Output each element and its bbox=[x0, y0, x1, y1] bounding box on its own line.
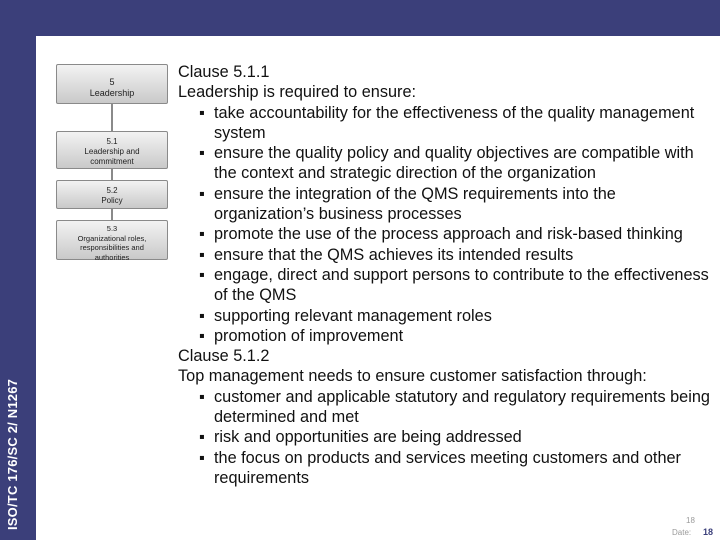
box-label: responsibilities and bbox=[80, 243, 144, 252]
bullet-item: ▪ ensure the integration of the QMS requirements into the organization’s business processes bbox=[178, 184, 714, 225]
bullet-item: ▪ ensure that the QMS achieves its intended results bbox=[178, 245, 714, 265]
footer-page-number: 18 bbox=[703, 527, 714, 537]
box-label: Leadership and bbox=[84, 147, 140, 156]
bullet-item: ▪ the focus on products and services meeting customers and other requirements bbox=[178, 448, 714, 489]
bullet-item: ▪ risk and opportunities are being addressed bbox=[178, 427, 714, 447]
bullet-item: ▪ take accountability for the effectiveness of the quality management system bbox=[178, 103, 714, 144]
bullet-item: ▪ supporting relevant management roles bbox=[178, 306, 714, 326]
bullet-item: ▪ ensure the quality policy and quality objectives are compatible with the context and strategic direction of the organization bbox=[178, 143, 714, 184]
left-sidebar-bar bbox=[0, 0, 36, 540]
bullet-item: ▪ promote the use of the process approach and risk-based thinking bbox=[178, 224, 714, 244]
clause-intro: Leadership is required to ensure: bbox=[178, 83, 417, 102]
bullet-item: ▪ engage, direct and support persons to contribute to the effectiveness of the QMS bbox=[178, 265, 714, 306]
box-number: 5.1 bbox=[106, 137, 118, 146]
clause-heading: Clause 5.1.1 bbox=[178, 63, 270, 81]
box-label: Leadership bbox=[89, 88, 135, 98]
box-label: Policy bbox=[101, 196, 123, 205]
bullet-item: ▪ promotion of improvement bbox=[178, 326, 714, 346]
box-leadership-commitment bbox=[56, 131, 168, 169]
box-number: 5 bbox=[109, 77, 115, 87]
box-number: 5.3 bbox=[106, 224, 118, 233]
box-organizational-roles bbox=[56, 220, 168, 260]
document-reference: ISO/TC 176/SC 2/ N1267 bbox=[5, 378, 20, 530]
connector-line bbox=[111, 169, 113, 180]
footer-slide-number: 18 bbox=[686, 516, 695, 525]
connector-line bbox=[111, 104, 113, 131]
bullet-list bbox=[178, 387, 714, 488]
box-policy bbox=[56, 180, 168, 209]
box-label: Organizational roles, bbox=[77, 233, 147, 243]
box-number: 5.2 bbox=[106, 186, 118, 195]
clause-heading: Clause 5.1.2 bbox=[178, 347, 270, 366]
box-label: commitment bbox=[90, 157, 134, 166]
top-header-bar bbox=[0, 0, 720, 36]
connector-line bbox=[111, 209, 113, 220]
box-leadership bbox=[56, 64, 168, 104]
clause-structure-diagram bbox=[56, 60, 168, 270]
footer-date-label: Date: bbox=[672, 528, 692, 537]
clause-intro: Top management needs to ensure customer satisfaction through: bbox=[178, 367, 647, 386]
slide-content bbox=[178, 62, 714, 488]
box-label: authorities bbox=[94, 252, 130, 262]
bullet-item: ▪ customer and applicable statutory and regulatory requirements being determined and met bbox=[178, 387, 714, 428]
bullet-list bbox=[178, 103, 714, 347]
